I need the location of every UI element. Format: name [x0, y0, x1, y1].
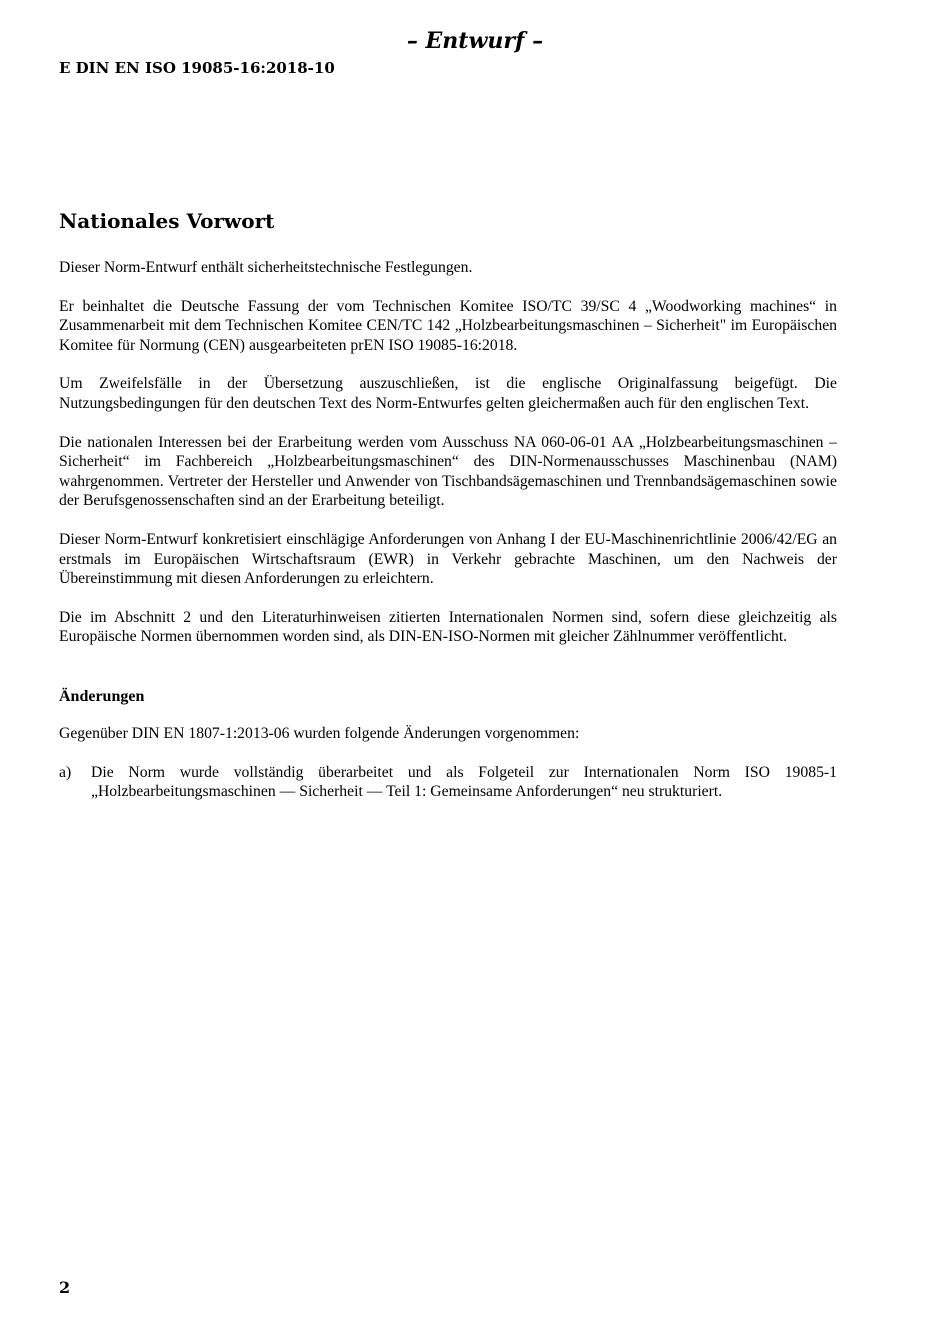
paragraph: Um Zweifelsfälle in der Übersetzung auszuschließen, ist die englische Originalfassung beigefügt. Die Nutzungsbedingungen für den deutschen Text des Norm-Entwurfes gelten gleichermaßen auch für den englischen Text. — [59, 375, 837, 412]
changes-heading: Änderungen — [59, 687, 145, 705]
paragraph: Dieser Norm-Entwurf enthält sicherheitstechnische Festlegungen. — [59, 259, 473, 276]
paragraph: Er beinhaltet die Deutsche Fassung der vom Technischen Komitee ISO/TC 39/SC 4 „Woodworking machines“ in Zusammenarbeit mit dem Technischen Komitee CEN/TC 142 „Holzbearbeitungsmaschinen – Sicherheit" im Europäischen Komitee für Normung (CEN) ausgearbeiteten prEN ISO 19085-16:2018. — [59, 297, 837, 354]
draft-label: – Entwurf – — [406, 28, 544, 54]
list-marker: a) — [59, 763, 72, 781]
paragraph: Dieser Norm-Entwurf konkretisiert einschlägige Anforderungen von Anhang I der EU-Maschinenrichtlinie 2006/42/EG an erstmals im Europäischen Wirtschaftsraum (EWR) in Verkehr gebrachte Maschinen, um den Nachweis der Übereinstimmung mit diesen Anforderungen zu erleichtern. — [59, 530, 837, 588]
changes-list — [59, 763, 837, 802]
page-number: 2 — [59, 1278, 71, 1297]
paragraph: Die im Abschnitt 2 und den Literaturhinweisen zitierten Internationalen Normen sind, sofern diese gleichzeitig als Europäische Normen übernommen worden sind, als DIN-EN-ISO-Normen mit gleicher Zählnummer veröffentlicht. — [59, 608, 837, 646]
document-body — [59, 207, 837, 802]
list-item-text: Die Norm wurde vollständig überarbeitet und als Folgeteil zur Internationalen Norm ISO 19085-1 „Holzbearbeitungsmaschinen — Sicherheit — Teil 1: Gemeinsame Anforderungen“ neu strukturiert. — [91, 763, 837, 801]
page-title: Nationales Vorwort — [59, 209, 275, 233]
changes-intro: Gegenüber DIN EN 1807-1:2013-06 wurden folgende Änderungen vorgenommen: — [59, 724, 580, 742]
paragraph: Die nationalen Interessen bei der Erarbeitung werden vom Ausschuss NA 060-06-01 AA „Holzbearbeitungsmaschinen – Sicherheit“ im Fachbereich „Holzbearbeitungsmaschinen“ des DIN-Normenausschusses Maschinenbau (NAM) wahrgenommen. Vertreter der Hersteller und Anwender von Tischbandsägemaschinen und Trennbandsägemaschinen sowie der Berufsgenossenschaften sind an der Erarbeitung beteiligt. — [59, 433, 837, 510]
list-item — [59, 763, 837, 802]
document-id: E DIN EN ISO 19085-16:2018-10 — [59, 59, 335, 77]
